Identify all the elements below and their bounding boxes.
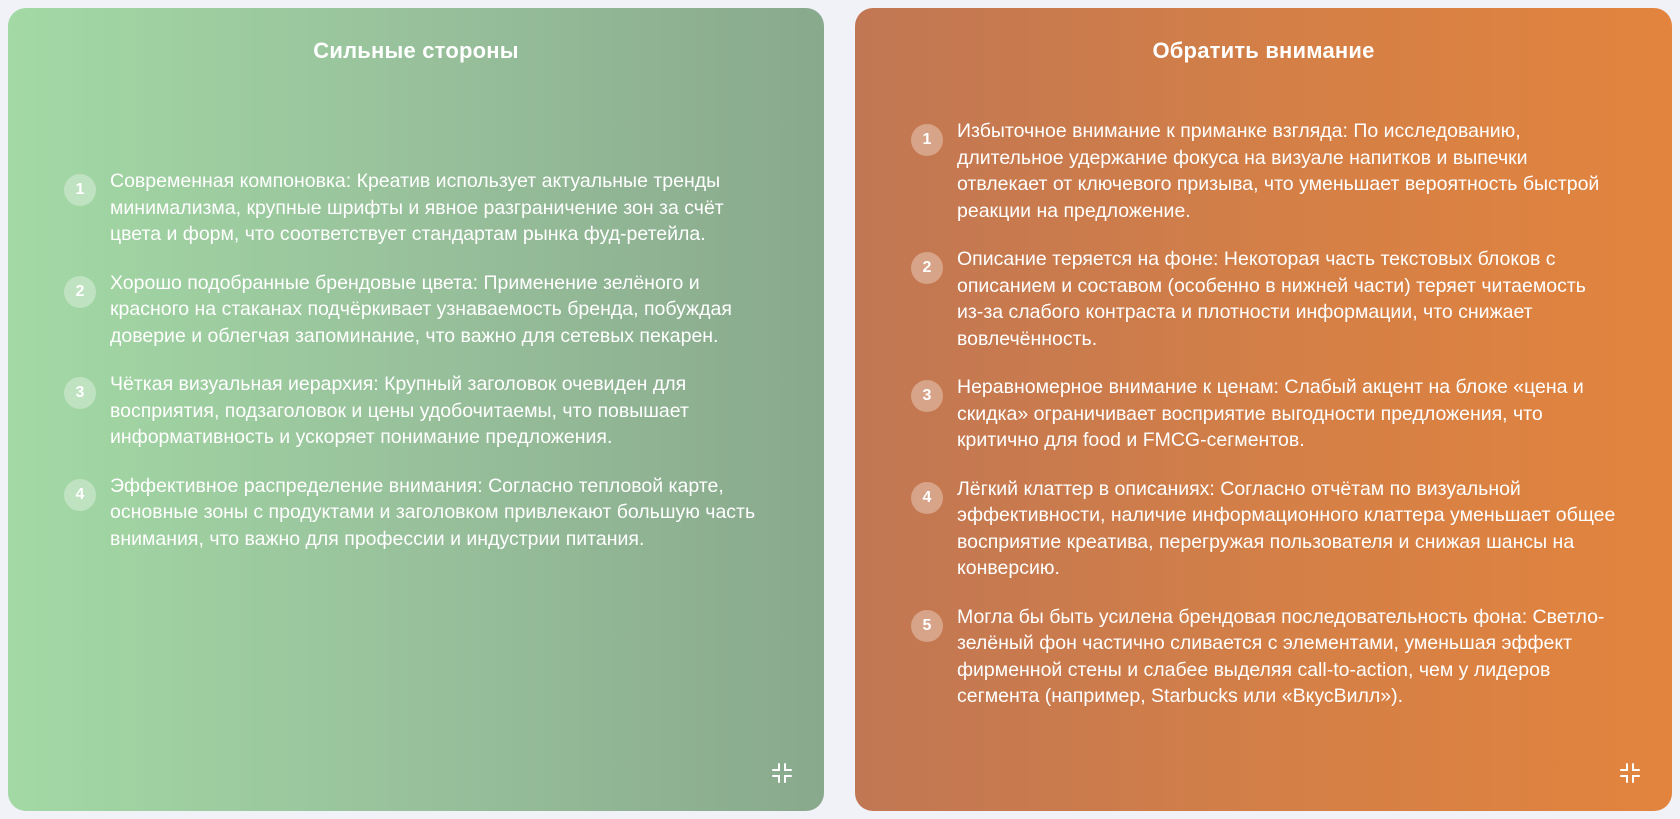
item-text: Избыточное внимание к приманке взгляда: По исследованию, длительное удержание фокуса на визуале напитков и выпечки отвлекает от ключевого призыва, что уменьшает вероятность быстрой реакции на предложение. [957, 120, 1600, 222]
item-number-badge: 5 [911, 610, 943, 642]
item-number-badge: 4 [911, 482, 943, 514]
item-text: Могла бы быть усилена брендовая последовательность фона: Светло-зелёный фон частично сливается с элементами, уменьшая эффект фирменной стены и слабее выделяя call-to-action, чем у лидеров сегмента (например, Starbucks или «ВкусВилл»). [957, 605, 1605, 707]
attention-item [911, 604, 1616, 710]
attention-item [911, 246, 1616, 352]
item-text: Чёткая визуальная иерархия: Крупный заголовок очевиден для восприятия, подзаголовок и цены удобочитаемы, что повышает информативность и ускоряет понимание предложения. [110, 373, 689, 448]
attention-item [911, 374, 1616, 454]
collapse-icon[interactable] [770, 761, 794, 785]
item-text: Описание теряется на фоне: Некоторая часть текстовых блоков с описанием и составом (особенно в нижней части) теряет читаемость из-за слабого контраста и плотности информации, что снижает вовлечённость. [957, 248, 1586, 350]
attention-card [855, 8, 1672, 811]
item-text: Лёгкий клаттер в описаниях: Согласно отчётам по визуальной эффективности, наличие информационного клаттера уменьшает общее восприятие креатива, перегружая пользователя и снижая шансы на конверсию. [957, 477, 1616, 579]
strengths-item [64, 270, 768, 350]
item-text: Современная компоновка: Креатив использует актуальные тренды минимализма, крупные шрифты и явное разграничение зон за счёт цвета и форм, что соответствует стандартам рынка фуд-ретейла. [110, 170, 724, 245]
item-number-badge: 4 [64, 479, 96, 511]
item-text: Эффективное распределение внимания: Согласно тепловой карте, основные зоны с продуктами и заголовком привлекают большую часть внимания, что важно для профессии и индустрии питания. [110, 474, 756, 550]
item-text: Хорошо подобранные брендовые цвета: Применение зелёного и красного на стаканах подчёркивает узнаваемость бренда, побуждая доверие и облегчая запоминание, что важно для сетевых пекарен. [110, 271, 732, 347]
strengths-list [64, 168, 768, 574]
attention-item [911, 476, 1616, 582]
item-text: Неравномерное внимание к ценам: Слабый акцент на блоке «цена и скидка» ограничивает восприятие выгодности предложения, что критично для food и FMCG-сегментов. [957, 376, 1584, 451]
strengths-card [8, 8, 824, 811]
item-number-badge: 1 [911, 124, 943, 156]
attention-title: Обратить внимание [1152, 38, 1375, 63]
attention-item [911, 118, 1616, 224]
attention-list [911, 118, 1616, 732]
strengths-item [64, 371, 768, 451]
strengths-item [64, 168, 768, 248]
item-number-badge: 3 [911, 380, 943, 412]
item-number-badge: 2 [64, 276, 96, 308]
strengths-item [64, 473, 768, 553]
item-number-badge: 2 [911, 252, 943, 284]
item-number-badge: 1 [64, 174, 96, 206]
collapse-icon[interactable] [1618, 761, 1642, 785]
strengths-title: Сильные стороны [313, 38, 519, 63]
item-number-badge: 3 [64, 377, 96, 409]
